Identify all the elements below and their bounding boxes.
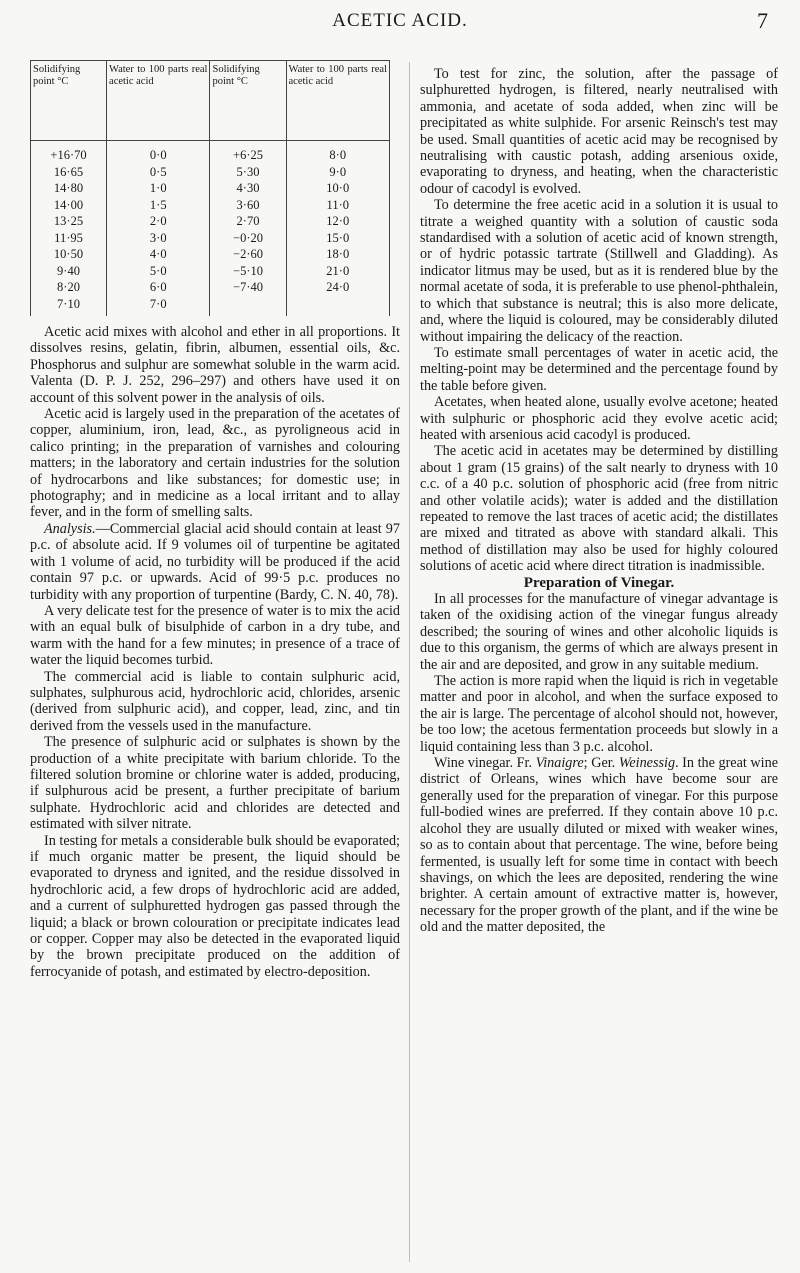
paragraph: Acetates, when heated alone, usually evolve acetone; heated with sulphuric or phosphoric acid they evolve acetic acid; heated with arsenious acid cacodyl is produced.	[420, 394, 778, 443]
table-row	[31, 197, 390, 214]
paragraph: To determine the free acetic acid in a solution it is usual to titrate a weighed quantity with a solution of caustic soda standardised with a solution of acetic acid of known strength, or of hydric potassic tartrate (Stillwell and Gladding). As indicator litmus may be used, but as it is rendered blue by the normal acetate of soda, it is preferable to use phenol-phthalein, to which that substance is neutral; this is also more delicate, and, where the liquid is coloured, may be considerably diluted without impairing the delicacy of the reaction.	[420, 197, 778, 345]
table-cell: 21·0	[286, 263, 389, 280]
inline-text: ; Ger.	[583, 755, 619, 772]
table-cell: 14·80	[31, 180, 107, 197]
table-cell: 5·0	[107, 263, 210, 280]
analysis-text: —Commercial glacial acid should contain at least 97 p.c. of absolute acid. If 9 volumes oil of turpentine be agitated with 1 volume of acid, no turbidity will be produced if the acid contain 97 p.c. or upwards. Acid of 99·5 p.c. produces no turbidity with any proportion of turpentine (Bardy, C. N. 40, 78).	[30, 520, 400, 603]
table-cell: 13·25	[31, 213, 107, 230]
page-number: 7	[757, 8, 768, 33]
wine-vinegar-text: . In the great wine district of Orleans, wines which have become sour are generally used for the preparation of vinegar. For this purpose full-bodied wines are preferred. If they contain above 10 p.c. alcohol they are usually diluted or mixed with weaker wines, so as to contain about that percentage. The wine, before being fermented, is usually left for some time in contact with beech shavings, on which the lees are deposited, rendering the wine brighter. A certain amount of extractive matter is, however, necessary for the proper growth of the plant, and if the wine be old and the matter deposited, the	[420, 755, 778, 936]
paragraph: Acetic acid mixes with alcohol and ether in all proportions. It dissolves resins, gelatin, fibrin, albumen, essential oils, &c. Phosphorus and sulphur are somewhat soluble in the warm acid. Valenta (D. P. J. 252, 296–297) and others have used it on account of this solvent power in the analysis of oils.	[30, 324, 400, 406]
table-header: Water to 100 parts real acetic acid	[107, 61, 210, 141]
table-cell: 7·10	[31, 296, 107, 317]
french-term: Vinaigre	[535, 755, 584, 772]
table-cell: 4·0	[107, 246, 210, 263]
wine-vinegar-paragraph	[420, 755, 778, 935]
paragraph: To estimate small percentages of water in acetic acid, the melting-point may be determined and the percentage found by the table before given.	[420, 344, 778, 394]
table-cell: 2·0	[107, 213, 210, 230]
table-cell: 3·0	[107, 230, 210, 247]
table-row	[31, 164, 390, 181]
table-cell: 10·0	[286, 180, 389, 197]
table-row	[31, 263, 390, 280]
table-row	[31, 230, 390, 247]
table-cell: 9·40	[31, 263, 107, 280]
paragraph: The acetic acid in acetates may be determined by distilling about 1 gram (15 grains) of the salt nearly to dryness with 10 c.c. of a 40 p.c. solution of phosphoric acid (free from nitric and other volatile acids); water is added and the distillation repeated to remove the last traces of acetic acid; the distillates are mixed and titrated as above with standard alkali. This method of distillation may also be used for highly coloured solutions of acetic acid where direct titration is inadmissible.	[420, 443, 778, 575]
column-divider	[409, 62, 410, 1262]
table-cell: −5·10	[210, 263, 286, 280]
running-title: ACETIC ACID.	[332, 10, 468, 31]
table-row	[31, 213, 390, 230]
table-cell: 18·0	[286, 246, 389, 263]
table-cell: 1·0	[107, 180, 210, 197]
german-term: Weinessig	[618, 755, 676, 772]
table-row	[31, 246, 390, 263]
table-header-row	[31, 61, 390, 141]
table-cell: 15·0	[286, 230, 389, 247]
table-row	[31, 141, 390, 164]
table-cell: 11·95	[31, 230, 107, 247]
table-cell: 0·0	[107, 141, 210, 164]
table-cell: 10·50	[31, 246, 107, 263]
table-row	[31, 180, 390, 197]
table-cell: −7·40	[210, 279, 286, 296]
table-header: Solidifying point °C	[210, 61, 286, 141]
page-header	[0, 0, 800, 40]
table-cell: 7·0	[107, 296, 210, 317]
table-cell: 14·00	[31, 197, 107, 214]
table-cell: 9·0	[286, 164, 389, 181]
table-cell: +16·70	[31, 141, 107, 164]
paragraph: A very delicate test for the presence of water is to mix the acid with an equal bulk of bisulphide of carbon in a dry tube, and warm with the hand for a few minutes; in presence of a trace of water the liquid becomes turbid.	[30, 602, 400, 669]
inline-text: Fr.	[513, 755, 536, 772]
table-cell: −2·60	[210, 246, 286, 263]
paragraph: In testing for metals a considerable bulk should be evaporated; if much organic matter be present, the liquid should be evaporated to dryness and ignited, and the residue dissolved in hydrochloric acid, a few drops of hydrochloric acid are added, and a current of sulphuretted hydrogen gas passed through the liquid; a black or brown colouration or precipitate indicates lead or copper. Copper may also be detected in the evaporated liquid by the brown precipitate produced on the addition of ferrocyanide of potash, and estimated by electro-deposition.	[30, 832, 400, 980]
table-cell: 8·0	[286, 141, 389, 164]
paragraph: Acetic acid is largely used in the preparation of the acetates of copper, aluminium, iron, lead, &c., as pyroligneous acid in calico printing; in the preparation of varnishes and colouring matters; in the laboratory and certain industries for the solution of hydrocarbons and like substances; for domestic use; in photography; and in medicine as a local irritant and to allay fever, and in the form of smelling salts.	[30, 406, 400, 521]
table-header: Solidifying point °C	[31, 61, 107, 141]
table-cell: 11·0	[286, 197, 389, 214]
analysis-lead: Analysis.	[44, 520, 96, 537]
table-cell: 4·30	[210, 180, 286, 197]
table-cell: 3·60	[210, 197, 286, 214]
right-column	[420, 66, 778, 936]
table-cell: 0·5	[107, 164, 210, 181]
paragraph: In all processes for the manufacture of vinegar advantage is taken of the oxidising action of the vinegar fungus already described; the souring of wines and other alcoholic liquids is due to this organism, the germs of which are always present in the air and are deposited, and grow in any suitable medium.	[420, 591, 778, 673]
paragraph: The action is more rapid when the liquid is rich in vegetable matter and poor in alcohol, and when the surface exposed to the air is large. The percentage of alcohol should not, however, be too low; the acetous fermentation proceeds but slowly in a liquid containing less than 3 p.c. alcohol.	[420, 673, 778, 755]
table-cell: 2·70	[210, 213, 286, 230]
table-cell: 8·20	[31, 279, 107, 296]
table-cell: 5·30	[210, 164, 286, 181]
table-cell: −0·20	[210, 230, 286, 247]
table-header: Water to 100 parts real acetic acid	[286, 61, 389, 141]
table-row	[31, 296, 390, 317]
table-cell: 6·0	[107, 279, 210, 296]
paragraph: The commercial acid is liable to contain sulphuric acid, sulphates, sulphurous acid, hydrochloric acid, chlorides, arsenic (derived from sulphuric acid), and copper, lead, zinc, and tin derived from the vessels used in the manufacture.	[30, 668, 400, 734]
left-column	[30, 60, 400, 980]
table-cell: 12·0	[286, 213, 389, 230]
solidifying-point-table	[30, 60, 390, 316]
table-cell: 1·5	[107, 197, 210, 214]
paragraph: The presence of sulphuric acid or sulphates is shown by the production of a white precipitate with barium chloride. To the filtered solution bromine or chlorine water is added, producing, if sulphurous acid be present, a further precipitate of barium sulphate. Hydrochloric acid and chlorides are detected and estimated with silver nitrate.	[30, 734, 400, 833]
table-cell: 16·65	[31, 164, 107, 181]
table-row	[31, 279, 390, 296]
section-heading: Preparation of Vinegar.	[523, 574, 675, 591]
wine-vinegar-lead: Wine vinegar.	[434, 755, 514, 772]
analysis-paragraph	[30, 521, 400, 603]
table-cell: 24·0	[286, 279, 389, 296]
table-cell: +6·25	[210, 141, 286, 164]
table-cell	[210, 296, 286, 317]
paragraph: To test for zinc, the solution, after the passage of sulphuretted hydrogen, is filtered, nearly neutralised with ammonia, and acetate of soda added, when zinc will be precipitated as white sulphide. For arsenic Reinsch's test may be used. Small quantities of acetic acid may be recognised by neutralising with caustic potash, adding arsenious oxide, evaporating to dryness, and heating, when the characteristic odour of cacodyl is evolved.	[420, 66, 778, 197]
table-cell	[286, 296, 389, 317]
